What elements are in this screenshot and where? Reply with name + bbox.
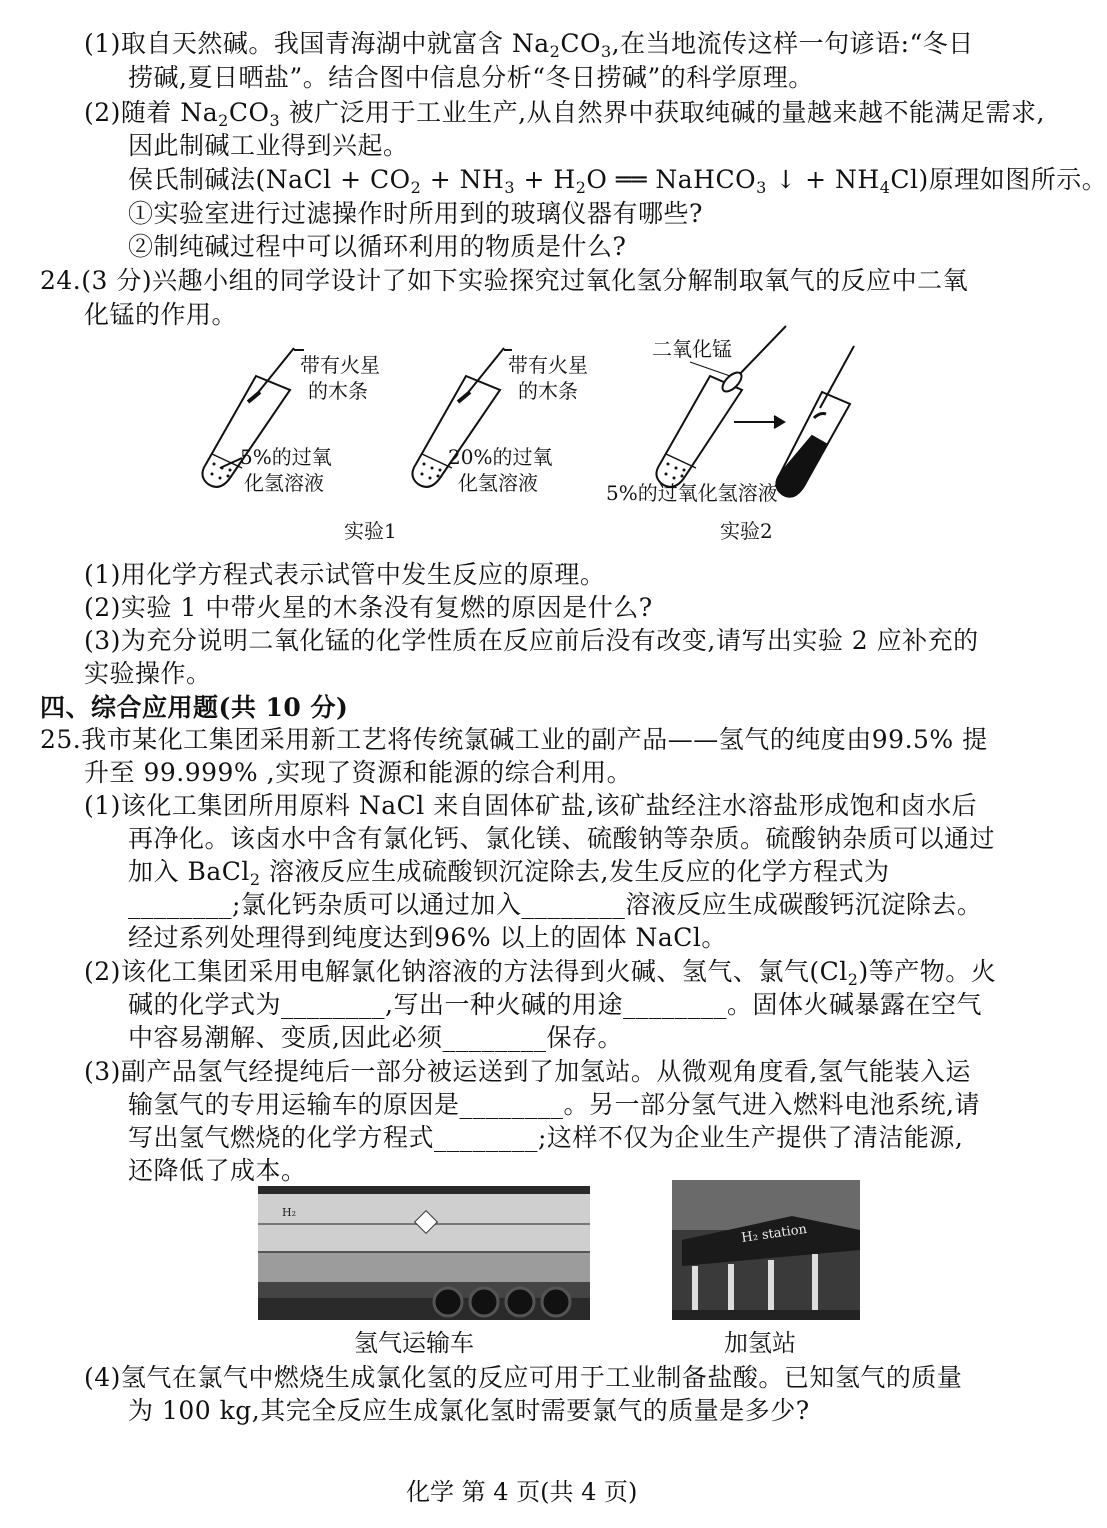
q23-sub2: ②制纯碱过程中可以循环利用的物质是什么? bbox=[128, 232, 627, 261]
experiment-figure bbox=[190, 318, 840, 550]
q24-stem-line2: 化锰的作用。 bbox=[84, 300, 238, 329]
caption-truck: 氢气运输车 bbox=[354, 1329, 474, 1357]
q23-part2-line1: (2)随着 $Na_2CO_3$ 被广泛用于工业生产,从自然界中获取纯碱的量越来越不能满足需求, bbox=[84, 98, 1045, 130]
q23-part2-line2: 因此制碱工业得到兴起。 bbox=[128, 131, 409, 160]
hou-process-equation: 侯氏制碱法(NaCl + $CO_2 + NH_3 + H_2O$ ══ NaHCO$_3$ ↓ + $NH_4Cl$)原理如图所示。 bbox=[128, 165, 1107, 197]
q24-sub2: (2)实验 1 中带火星的木条没有复燃的原因是什么? bbox=[84, 593, 653, 622]
q25-part1-line4: ________;氯化钙杂质可以通过加入________溶液反应生成碳酸钙沉淀除去。 bbox=[128, 890, 983, 919]
exp1b-solution-label-2: 化氢溶液 bbox=[458, 471, 538, 495]
q25-stem-line2: 升至 99.999% ,实现了资源和能源的综合利用。 bbox=[84, 758, 633, 787]
exp1b-splint-label-2: 的木条 bbox=[518, 379, 578, 403]
q25-part3-line2: 输氢气的专用运输车的原因是________。另一部分氢气进入燃料电池系统,请 bbox=[128, 1090, 980, 1119]
exp1b-splint-label-1: 带有火星 bbox=[508, 353, 588, 377]
q23-sub1: ①实验室进行过滤操作时所用到的玻璃仪器有哪些? bbox=[128, 199, 703, 228]
q25-stem-line1: 25.我市某化工集团采用新工艺将传统氯碱工业的副产品——氢气的纯度由99.5% 提 bbox=[40, 725, 988, 754]
truck-h2-marking: H₂ bbox=[282, 1206, 297, 1219]
q25-part1-line1: (1)该化工集团所用原料 NaCl 来自固体矿盐,该矿盐经注水溶盐形成饱和卤水后 bbox=[84, 791, 978, 820]
exp2-solution-label: 5%的过氧化氢溶液 bbox=[606, 481, 778, 505]
q25-part1-line2: 再净化。该卤水中含有氯化钙、氯化镁、硫酸钠等杂质。硫酸钠杂质可以通过 bbox=[128, 824, 996, 853]
caption-station: 加氢站 bbox=[724, 1329, 796, 1357]
test-tube-3 bbox=[656, 376, 742, 487]
q25-part3-line1: (3)副产品氢气经提纯后一部分被运送到了加氢站。从微观角度看,氢气能装入运 bbox=[84, 1057, 971, 1086]
q25-part2-line1: (2)该化工集团采用电解氯化钠溶液的方法得到火碱、氢气、氯气$(Cl_2)$等产物。火 bbox=[84, 957, 997, 989]
mno2-label: 二氧化锰 bbox=[652, 337, 732, 361]
q25-part2-line3: 中容易潮解、变质,因此必须________保存。 bbox=[128, 1023, 623, 1052]
test-tube-4 bbox=[776, 346, 854, 497]
caption-exp1: 实验1 bbox=[344, 519, 397, 543]
q23-part1-line1: (1)取自天然碱。我国青海湖中就富含 $Na_2CO_3$,在当地流传这样一句谚语:“冬日 bbox=[84, 29, 974, 61]
q25-part4-line2: 为 100 kg,其完全反应生成氯化氢时需要氯气的质量是多少? bbox=[128, 1396, 810, 1425]
q24-sub1: (1)用化学方程式表示试管中发生反应的原理。 bbox=[84, 560, 606, 589]
hydrogen-station-photo bbox=[672, 1180, 860, 1320]
q25-part1-line3: 加入 BaCl$_2$ 溶液反应生成硫酸钡沉淀除去,发生反应的化学方程式为 bbox=[128, 857, 890, 889]
exp1-splint-label-2: 的木条 bbox=[308, 379, 368, 403]
q25-part2-line2: 碱的化学式为________,写出一种火碱的用途________。固体火碱暴露在空气 bbox=[128, 990, 982, 1019]
q24-sub3-line2: 实验操作。 bbox=[84, 659, 212, 688]
exp1b-solution-label-1: 20%的过氧 bbox=[448, 445, 553, 469]
station-sign: H₂ station bbox=[740, 1221, 808, 1246]
q24-stem-line1: 24.(3 分)兴趣小组的同学设计了如下实验探究过氧化氢分解制取氧气的反应中二氧 bbox=[40, 266, 969, 295]
q25-part1-line5: 经过系列处理得到纯度达到96% 以上的固体 NaCl。 bbox=[128, 923, 727, 952]
q25-part4-line1: (4)氢气在氯气中燃烧生成氯化氢的反应可用于工业制备盐酸。已知氢气的质量 bbox=[84, 1363, 963, 1392]
q25-part3-line3: 写出氢气燃烧的化学方程式________;这样不仅为企业生产提供了清洁能源, bbox=[128, 1123, 964, 1152]
q24-sub3-line1: (3)为充分说明二氧化锰的化学性质在反应前后没有改变,请写出实验 2 应补充的 bbox=[84, 626, 979, 655]
section-heading: 四、综合应用题(共 10 分) bbox=[40, 693, 349, 722]
caption-exp2: 实验2 bbox=[720, 519, 773, 543]
q25-part3-line4: 还降低了成本。 bbox=[128, 1156, 307, 1185]
hydrogen-truck-photo bbox=[258, 1186, 590, 1320]
page-footer: 化学 第 4 页(共 4 页) bbox=[406, 1478, 638, 1506]
q23-part1-line2: 捞碱,夏日晒盐”。结合图中信息分析“冬日捞碱”的科学原理。 bbox=[128, 63, 814, 92]
exp1-solution-label-2: 化氢溶液 bbox=[244, 471, 324, 495]
arrow-icon bbox=[734, 416, 784, 428]
exp1-solution-label-1: 5%的过氧 bbox=[240, 445, 332, 469]
exp1-splint-label-1: 带有火星 bbox=[300, 353, 380, 377]
